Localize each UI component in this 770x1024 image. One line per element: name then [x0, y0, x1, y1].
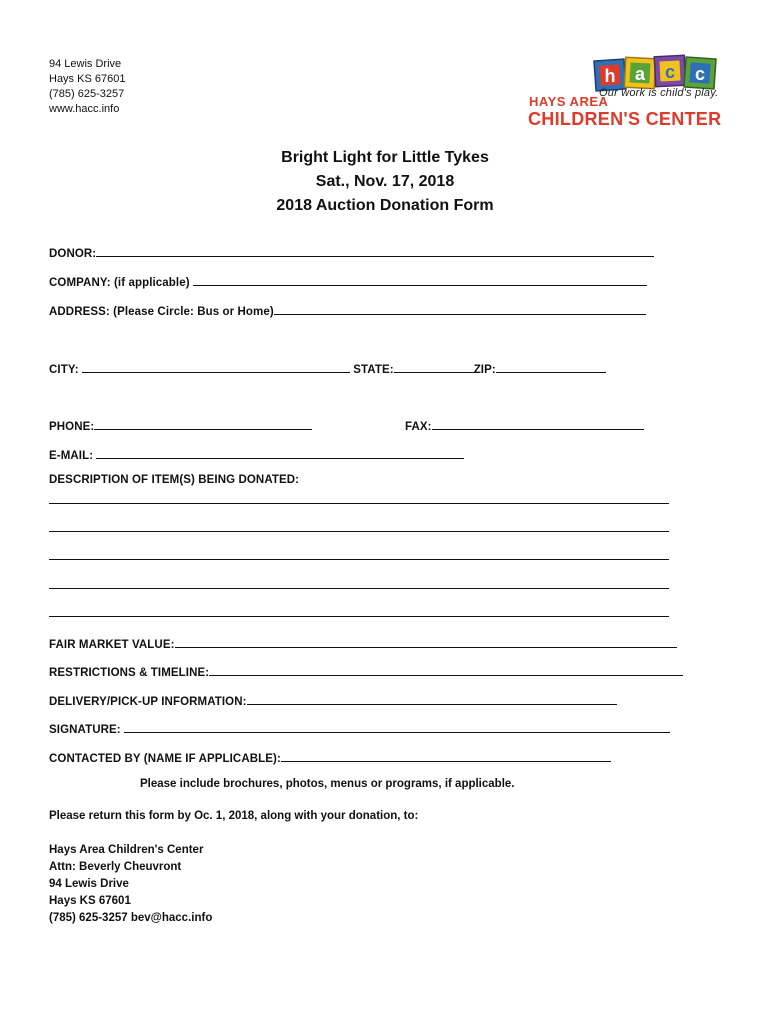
logo-letter-h: h — [604, 66, 616, 86]
logo-org-line2: CHILDREN'S CENTER — [528, 109, 722, 129]
email-input-line[interactable] — [96, 447, 464, 459]
logo-letter-c2: c — [694, 64, 706, 84]
restrictions-input-line[interactable] — [209, 664, 683, 676]
phone-input-line[interactable] — [94, 418, 312, 430]
phone-label: PHONE: — [49, 421, 95, 433]
state-input-line[interactable] — [394, 361, 474, 373]
company-field — [49, 274, 647, 289]
return-city: Hays KS 67601 — [49, 895, 131, 907]
fair-market-value-field — [49, 636, 677, 651]
fax-label: FAX: — [405, 421, 432, 433]
header-address — [49, 57, 125, 117]
logo-tagline: Our work is child's play. — [599, 87, 719, 99]
delivery-label: DELIVERY/PICK-UP INFORMATION: — [49, 696, 247, 708]
fair-market-value-label: FAIR MARKET VALUE: — [49, 639, 175, 651]
description-line[interactable] — [49, 616, 669, 617]
delivery-field — [49, 693, 617, 708]
company-input-line[interactable] — [193, 274, 647, 286]
signature-label: SIGNATURE: — [49, 724, 121, 736]
logo-org-line1: HAYS AREA — [529, 94, 609, 109]
donor-input-line[interactable] — [96, 245, 654, 257]
email-label: E-MAIL: — [49, 450, 94, 462]
address-field — [49, 303, 646, 318]
return-org: Hays Area Children's Center — [49, 844, 204, 856]
address-city: Hays KS 67601 — [49, 73, 126, 85]
return-note: Please return this form by Oc. 1, 2018, along with your donation, to: — [49, 810, 419, 822]
donor-field — [49, 245, 654, 260]
return-street: 94 Lewis Drive — [49, 878, 129, 890]
zip-label: ZIP: — [473, 364, 496, 376]
contacted-by-field — [49, 750, 611, 765]
return-contact: (785) 625-3257 bev@hacc.info — [49, 912, 213, 924]
logo-letter-a: a — [634, 64, 646, 84]
address-input-line[interactable] — [274, 303, 646, 315]
contacted-by-label: CONTACTED BY (NAME IF APPLICABLE): — [49, 753, 281, 765]
hacc-logo — [527, 50, 727, 134]
fax-input-line[interactable] — [432, 418, 644, 430]
city-input-line[interactable] — [82, 361, 350, 373]
signature-input-line[interactable] — [124, 721, 670, 733]
address-website: www.hacc.info — [49, 103, 120, 115]
company-label: COMPANY: (if applicable) — [49, 277, 190, 289]
description-line[interactable] — [49, 531, 669, 532]
description-line[interactable] — [49, 559, 669, 560]
signature-field — [49, 721, 670, 736]
contacted-by-input-line[interactable] — [281, 750, 611, 762]
fair-market-value-input-line[interactable] — [175, 636, 677, 648]
description-line[interactable] — [49, 588, 669, 589]
form-name: 2018 Auction Donation Form — [276, 197, 494, 214]
description-heading: DESCRIPTION OF ITEM(S) BEING DONATED: — [49, 474, 300, 486]
include-note: Please include brochures, photos, menus or programs, if applicable. — [140, 778, 515, 790]
restrictions-label: RESTRICTIONS & TIMELINE: — [49, 667, 210, 679]
event-date: Sat., Nov. 17, 2018 — [315, 173, 455, 190]
address-label: ADDRESS: (Please Circle: Bus or Home) — [49, 306, 274, 318]
description-line[interactable] — [49, 503, 669, 504]
donor-label: DONOR: — [49, 248, 97, 260]
fax-field — [405, 418, 644, 433]
phone-field — [49, 418, 312, 433]
address-street: 94 Lewis Drive — [49, 58, 122, 70]
logo-letter-c1: c — [664, 62, 676, 82]
address-phone: (785) 625-3257 — [49, 88, 125, 100]
form-title — [0, 146, 770, 218]
state-label: STATE: — [353, 364, 394, 376]
zip-input-line[interactable] — [496, 361, 606, 373]
city-state-zip-row — [49, 361, 606, 376]
event-name: Bright Light for Little Tykes — [281, 149, 489, 166]
delivery-input-line[interactable] — [247, 693, 617, 705]
restrictions-field — [49, 664, 683, 679]
email-field — [49, 447, 464, 462]
return-attn: Attn: Beverly Cheuvront — [49, 861, 182, 873]
return-address — [49, 842, 212, 927]
city-label: CITY: — [49, 364, 79, 376]
